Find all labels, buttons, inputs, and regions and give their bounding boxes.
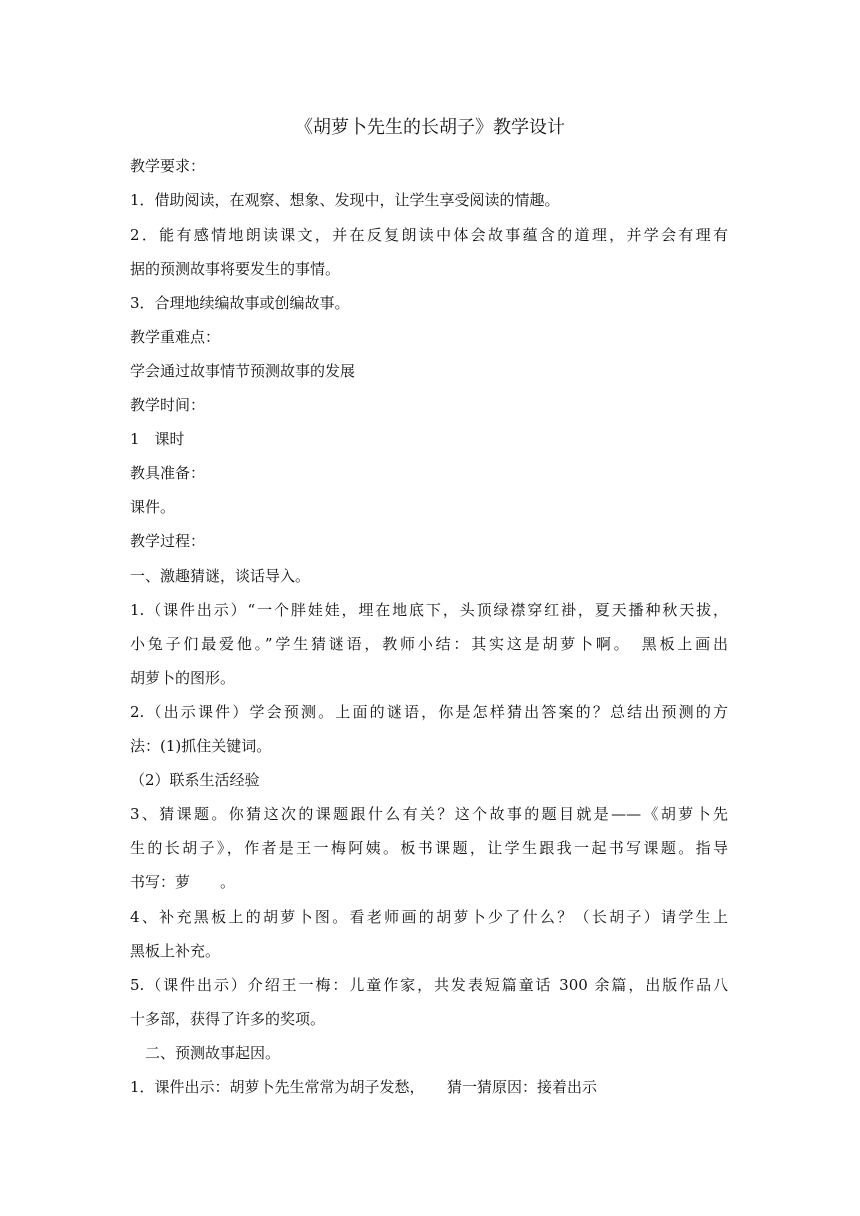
text-line: 课件。	[130, 498, 176, 516]
text-line: 2.（出示课件）学会预测。上面的谜语，你是怎样猜出答案的？总结出预测的方	[130, 703, 728, 721]
text-line: 1 课时	[130, 430, 185, 448]
text-line: 十多部，获得了许多的奖项。	[130, 1010, 326, 1028]
text-line: 胡萝卜的图形。	[130, 669, 236, 687]
text-line: 教学时间：	[130, 396, 206, 414]
text-line: 小兔子们最爱他。”学生猜谜语，教师小结：其实这是胡萝卜啊。 黑板上画出	[130, 635, 728, 653]
text-line: 二、预测故事起因。	[130, 1044, 281, 1062]
text-line: 4、补充黑板上的胡萝卜图。看老师画的胡萝卜少了什么？（长胡子）请学生上	[130, 908, 728, 926]
text-line: 一、激趣猜谜，谈话导入。	[130, 567, 311, 585]
text-line: 据的预测故事将要发生的事情。	[130, 260, 341, 278]
text-line: 书写：萝 。	[130, 873, 236, 891]
text-line: 1.（课件出示）“一个胖娃娃，埋在地底下，头顶绿襟穿红褂，夏天播种秋天拔，	[130, 601, 728, 619]
text-line: 3、猜课题。你猜这次的课题跟什么有关？这个故事的题目就是——《胡萝卜先	[130, 805, 728, 823]
text-line: 法：(1)抓住关键词。	[130, 737, 272, 755]
text-line: 1．课件出示：胡萝卜先生常常为胡子发愁， 猜一猜原因：接着出示	[130, 1078, 598, 1096]
text-line: 教学重难点：	[130, 328, 221, 346]
text-line: 生的长胡子》，作者是王一梅阿姨。板书课题，让学生跟我一起书写课题。指导	[130, 839, 728, 857]
text-line: 教学要求：	[130, 157, 206, 175]
text-line: 1．借助阅读，在观察、想象、发现中，让学生享受阅读的情趣。	[130, 191, 560, 209]
text-line: 教学过程：	[130, 532, 206, 550]
document-title: 《胡萝卜先生的长胡子》教学设计	[295, 117, 565, 138]
text-line: 5.（课件出示）介绍王一梅：儿童作家，共发表短篇童话 300 余篇，出版作品八	[130, 976, 728, 994]
text-line: 教具准备：	[130, 464, 206, 482]
text-line: 学会通过故事情节预测故事的发展	[130, 362, 356, 380]
text-line: 3．合理地续编故事或创编故事。	[130, 294, 350, 312]
text-line: （2）联系生活经验	[130, 771, 260, 789]
text-line: 黑板上补充。	[130, 942, 221, 960]
text-line: 2．能有感情地朗读课文，并在反复朗读中体会故事蕴含的道理，并学会有理有	[130, 226, 728, 244]
